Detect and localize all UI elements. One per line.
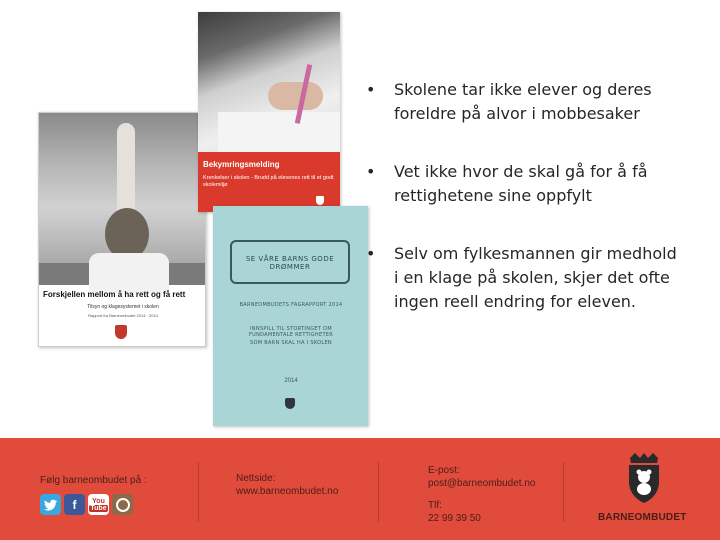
emblem-icon	[316, 196, 324, 205]
divider	[563, 462, 564, 522]
social-links	[40, 494, 133, 515]
bullet-item: • Selv om fylkesmannen gir medhold i en klage på skolen, skjer det ofte ingen reell endring for eleven.	[366, 244, 677, 311]
cover-line-3: SOM BARN SKAL HA I SKOLEN	[250, 340, 332, 346]
writing-photo	[198, 12, 340, 152]
email-link[interactable]: post@barneombudet.no	[428, 478, 536, 489]
instagram-icon[interactable]	[112, 494, 133, 515]
cover-title: Bekymringsmelding	[203, 160, 280, 169]
footer-bar	[0, 438, 720, 540]
phone-value: 22 99 39 50	[428, 513, 481, 524]
cover-meta: Rapport fra Barneombudet 2014 · 2014	[88, 313, 158, 318]
youtube-icon[interactable]: You Tube	[88, 494, 109, 515]
follow-label: Følg barneombudet på :	[40, 475, 147, 486]
phone-label: Tlf:	[428, 500, 442, 511]
facebook-icon[interactable]: f	[64, 494, 85, 515]
cover-subtitle: Tilsyn og klagesystemet i skolen	[87, 304, 159, 310]
cover-line-2: INNSPILL TIL STORTINGET OM FUNDAMENTALE RETTIGHETER	[248, 326, 334, 338]
classroom-photo	[39, 113, 205, 285]
emblem-icon	[285, 398, 295, 409]
web-link[interactable]: www.barneombudet.no	[236, 486, 339, 497]
cover-title: SE VÅRE BARNS GODE DRØMMER	[245, 255, 335, 271]
cover-year: 2014	[284, 378, 298, 384]
web-label: Nettside:	[236, 473, 276, 484]
cover-line-1: BARNEOMBUDETS FAGRAPPORT 2014	[239, 302, 343, 308]
divider	[198, 462, 199, 522]
bullet-item: • Skolene tar ikke elever og deres foreldre på alvor i mobbesaker	[366, 80, 652, 123]
report-cover-bekymringsmelding	[198, 12, 340, 212]
cover-title: Forskjellen mellom å ha rett og få rett	[43, 290, 186, 299]
cover-red-band	[198, 152, 340, 212]
email-label: E-post:	[428, 465, 460, 476]
brand-name: BARNEOMBUDET	[598, 512, 687, 523]
bullet-list	[364, 78, 684, 348]
report-cover-rights	[38, 112, 206, 347]
coat-of-arms-icon	[115, 325, 127, 339]
report-cover-fagrapport	[213, 206, 368, 426]
bullet-item: • Vet ikke hvor de skal gå for å få rettighetene sine oppfylt	[366, 162, 648, 205]
twitter-icon[interactable]	[40, 494, 61, 515]
cover-subtitle: Krenkelser i skolen - Brudd på elevenes rett til et godt skolemiljø	[203, 175, 334, 188]
divider	[378, 462, 379, 522]
barneombudet-logo-icon	[624, 452, 664, 504]
